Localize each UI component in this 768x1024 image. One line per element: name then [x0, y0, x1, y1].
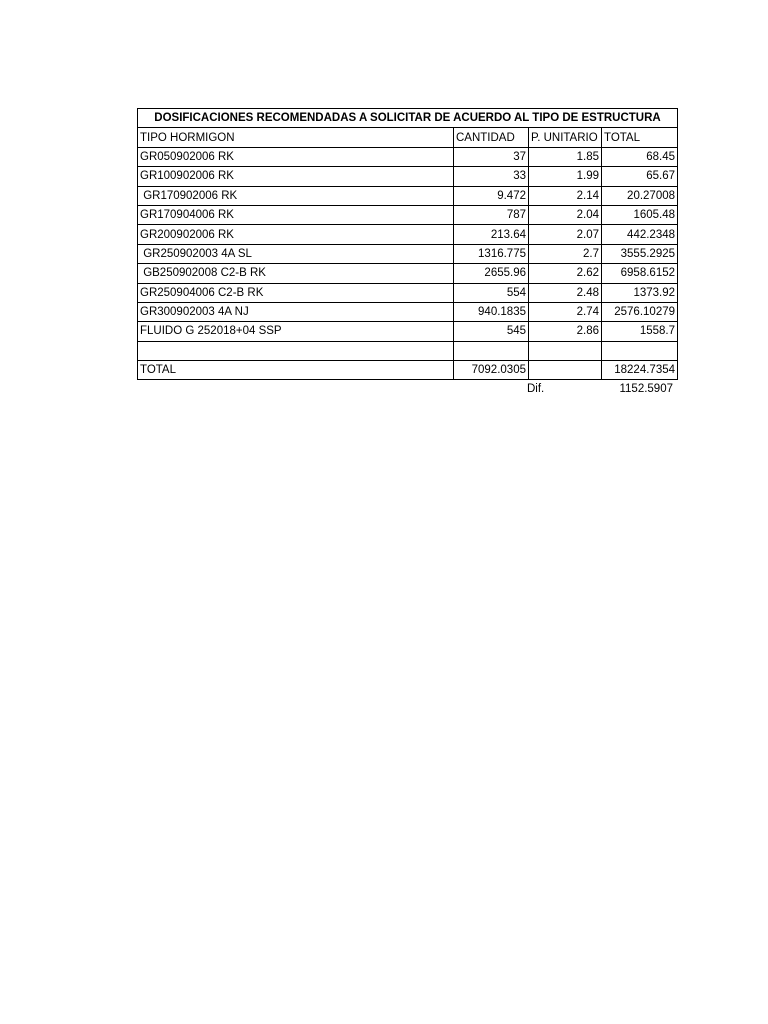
cell-unitario: 2.04 [529, 205, 602, 224]
cell-tipo: GR100902006 RK [138, 167, 454, 186]
cell-unitario: 2.48 [529, 283, 602, 302]
spreadsheet-area [137, 108, 677, 398]
total-cantidad: 7092.0305 [454, 361, 529, 380]
total-row [138, 361, 678, 380]
cell-tipo: GR250904006 C2-B RK [138, 283, 454, 302]
cell-total: 1373.92 [602, 283, 678, 302]
header-p-unitario: P. UNITARIO [529, 128, 602, 147]
table-row [138, 322, 678, 341]
cell-total: 3555.2925 [602, 244, 678, 263]
cell-total: 1558.7 [602, 322, 678, 341]
title-row [138, 109, 678, 128]
cell-total: 20.27008 [602, 186, 678, 205]
cell-cantidad: 787 [454, 205, 529, 224]
empty-cell [454, 341, 529, 360]
cell-cantidad: 554 [454, 283, 529, 302]
table-title: DOSIFICACIONES RECOMENDADAS A SOLICITAR DE ACUERDO AL TIPO DE ESTRUCTURA [138, 109, 678, 128]
cell-unitario: 2.14 [529, 186, 602, 205]
cell-cantidad: 33 [454, 167, 529, 186]
cell-unitario: 2.07 [529, 225, 602, 244]
cell-tipo: GR170902006 RK [138, 186, 454, 205]
header-row [138, 128, 678, 147]
cell-unitario: 2.86 [529, 322, 602, 341]
total-unitario [529, 361, 602, 380]
cell-cantidad: 545 [454, 322, 529, 341]
empty-row [138, 341, 678, 360]
empty-cell [529, 341, 602, 360]
header-cantidad: CANTIDAD [454, 128, 529, 147]
cell-cantidad: 940.1835 [454, 302, 529, 321]
cell-cantidad: 9.472 [454, 186, 529, 205]
table-row [138, 147, 678, 166]
cell-total: 2576.10279 [602, 302, 678, 321]
cell-total: 442.2348 [602, 225, 678, 244]
dif-spacer [137, 380, 527, 398]
cell-cantidad: 213.64 [454, 225, 529, 244]
cell-unitario: 1.99 [529, 167, 602, 186]
empty-cell [138, 341, 454, 360]
cell-tipo: GB250902008 C2-B RK [138, 264, 454, 283]
header-tipo-hormigon: TIPO HORMIGON [138, 128, 454, 147]
dif-label: Dif. [527, 383, 545, 396]
cell-total: 1605.48 [602, 205, 678, 224]
total-label: TOTAL [138, 361, 454, 380]
table-row [138, 205, 678, 224]
cell-total: 65.67 [602, 167, 678, 186]
cell-tipo: GR300902003 4A NJ [138, 302, 454, 321]
cell-unitario: 1.85 [529, 147, 602, 166]
cell-cantidad: 1316.775 [454, 244, 529, 263]
dif-value: 1152.5907 [619, 383, 673, 396]
total-total: 18224.7354 [602, 361, 678, 380]
table-row [138, 225, 678, 244]
empty-cell [602, 341, 678, 360]
table-row [138, 283, 678, 302]
cell-total: 68.45 [602, 147, 678, 166]
table-row [138, 186, 678, 205]
cell-tipo: GR170904006 RK [138, 205, 454, 224]
cell-cantidad: 37 [454, 147, 529, 166]
dosificaciones-table [137, 108, 678, 380]
cell-unitario: 2.74 [529, 302, 602, 321]
table-row [138, 264, 678, 283]
table-row [138, 244, 678, 263]
cell-tipo: FLUIDO G 252018+04 SSP [138, 322, 454, 341]
table-row [138, 167, 678, 186]
cell-tipo: GR250902003 4A SL [138, 244, 454, 263]
cell-tipo: GR200902006 RK [138, 225, 454, 244]
cell-unitario: 2.7 [529, 244, 602, 263]
cell-unitario: 2.62 [529, 264, 602, 283]
cell-total: 6958.6152 [602, 264, 678, 283]
dif-row [137, 380, 677, 398]
table-row [138, 302, 678, 321]
cell-tipo: GR050902006 RK [138, 147, 454, 166]
cell-cantidad: 2655.96 [454, 264, 529, 283]
header-total: TOTAL [602, 128, 678, 147]
